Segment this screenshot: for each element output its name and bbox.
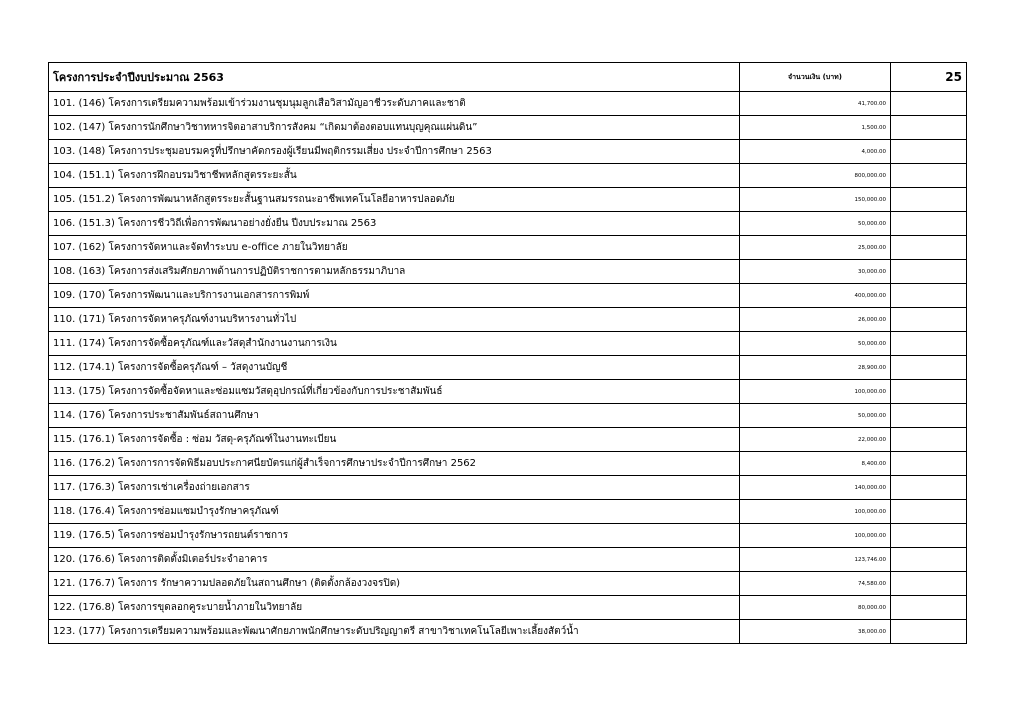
blank-cell — [891, 284, 967, 308]
table-row — [49, 116, 967, 140]
blank-cell — [891, 500, 967, 524]
blank-cell — [891, 572, 967, 596]
table-row — [49, 404, 967, 428]
amount-cell: 25,000.00 — [740, 236, 891, 260]
project-name-cell: 122. (176.8) โครงการขุดลอกคูระบายน้ำภายในวิทยาลัย — [49, 596, 740, 620]
table-row — [49, 284, 967, 308]
amount-cell: 100,000.00 — [740, 500, 891, 524]
amount-cell: 150,000.00 — [740, 188, 891, 212]
table-row — [49, 92, 967, 116]
blank-cell — [891, 620, 967, 644]
blank-cell — [891, 236, 967, 260]
blank-cell — [891, 308, 967, 332]
blank-cell — [891, 260, 967, 284]
amount-cell: 400,000.00 — [740, 284, 891, 308]
amount-cell: 74,580.00 — [740, 572, 891, 596]
project-name-cell: 118. (176.4) โครงการซ่อมแซมบำรุงรักษาครุภัณฑ์ — [49, 500, 740, 524]
project-name-cell: 109. (170) โครงการพัฒนาและบริการงานเอกสารการพิมพ์ — [49, 284, 740, 308]
table-row — [49, 428, 967, 452]
amount-cell: 1,500.00 — [740, 116, 891, 140]
amount-cell: 8,400.00 — [740, 452, 891, 476]
project-name-cell: 103. (148) โครงการประชุมอบรมครูที่ปรึกษาคัดกรองผู้เรียนมีพฤติกรรมเสี่ยง ประจำปีการศึกษา 2563 — [49, 140, 740, 164]
amount-cell: 4,000.00 — [740, 140, 891, 164]
blank-cell — [891, 452, 967, 476]
project-name-cell: 108. (163) โครงการส่งเสริมศักยภาพด้านการปฏิบัติราชการตามหลักธรรมาภิบาล — [49, 260, 740, 284]
amount-cell: 800,000.00 — [740, 164, 891, 188]
blank-cell — [891, 92, 967, 116]
table-row — [49, 572, 967, 596]
blank-cell — [891, 356, 967, 380]
project-name-cell: 105. (151.2) โครงการพัฒนาหลักสูตรระยะสั้นฐานสมรรถนะอาชีพเทคโนโลยีอาหารปลอดภัย — [49, 188, 740, 212]
project-name-cell: 123. (177) โครงการเตรียมความพร้อมและพัฒนาศักยภาพนักศึกษาระดับปริญญาตรี สาขาวิชาเทคโนโลยีเพาะเลี้ยงสัตว์น้ำ — [49, 620, 740, 644]
table-row — [49, 164, 967, 188]
project-name-cell: 119. (176.5) โครงการซ่อมบำรุงรักษารถยนต์ราชการ — [49, 524, 740, 548]
amount-column-header: จำนวนเงิน (บาท) — [740, 63, 891, 92]
project-name-cell: 104. (151.1) โครงการฝึกอบรมวิชาชีพหลักสูตรระยะสั้น — [49, 164, 740, 188]
table-row — [49, 548, 967, 572]
table-row — [49, 212, 967, 236]
blank-cell — [891, 596, 967, 620]
table-row — [49, 524, 967, 548]
project-name-cell: 112. (174.1) โครงการจัดซื้อครุภัณฑ์ – วัสดุงานบัญชี — [49, 356, 740, 380]
table-row — [49, 308, 967, 332]
table-row — [49, 476, 967, 500]
blank-cell — [891, 524, 967, 548]
project-name-cell: 107. (162) โครงการจัดหาและจัดทำระบบ e-office ภายในวิทยาลัย — [49, 236, 740, 260]
blank-cell — [891, 404, 967, 428]
table-row — [49, 188, 967, 212]
blank-cell — [891, 212, 967, 236]
blank-cell — [891, 476, 967, 500]
project-name-cell: 120. (176.6) โครงการติดตั้งมิเตอร์ประจำอาคาร — [49, 548, 740, 572]
amount-cell: 38,000.00 — [740, 620, 891, 644]
blank-cell — [891, 116, 967, 140]
table-title: โครงการประจำปีงบประมาณ 2563 — [49, 63, 740, 92]
project-name-cell: 102. (147) โครงการนักศึกษาวิชาทหารจิตอาสาบริการสังคม “เกิดมาต้องตอบแทนบุญคุณแผ่นดิน” — [49, 116, 740, 140]
amount-cell: 123,746.00 — [740, 548, 891, 572]
blank-cell — [891, 380, 967, 404]
project-name-cell: 116. (176.2) โครงการการจัดพิธีมอบประกาศนียบัตรแก่ผู้สำเร็จการศึกษาประจำปีการศึกษา 2562 — [49, 452, 740, 476]
project-name-cell: 111. (174) โครงการจัดซื้อครุภัณฑ์และวัสดุสำนักงานงานการเงิน — [49, 332, 740, 356]
table-row — [49, 356, 967, 380]
project-name-cell: 110. (171) โครงการจัดหาครุภัณฑ์งานบริหารงานทั่วไป — [49, 308, 740, 332]
amount-cell: 140,000.00 — [740, 476, 891, 500]
amount-cell: 50,000.00 — [740, 212, 891, 236]
amount-cell: 100,000.00 — [740, 524, 891, 548]
table-row — [49, 260, 967, 284]
project-name-cell: 117. (176.3) โครงการเช่าเครื่องถ่ายเอกสาร — [49, 476, 740, 500]
project-name-cell: 106. (151.3) โครงการชีววิถีเพื่อการพัฒนาอย่างยั่งยืน ปีงบประมาณ 2563 — [49, 212, 740, 236]
table-row — [49, 236, 967, 260]
table-row — [49, 140, 967, 164]
amount-cell: 30,000.00 — [740, 260, 891, 284]
table-row — [49, 452, 967, 476]
blank-cell — [891, 140, 967, 164]
project-name-cell: 113. (175) โครงการจัดซื้อจัดหาและซ่อมแซมวัสดุอุปกรณ์ที่เกี่ยวข้องกับการประชาสัมพันธ์ — [49, 380, 740, 404]
table-row — [49, 380, 967, 404]
blank-cell — [891, 332, 967, 356]
project-name-cell: 115. (176.1) โครงการจัดซื้อ : ซ่อม วัสดุ-ครุภัณฑ์ในงานทะเบียน — [49, 428, 740, 452]
table-row — [49, 620, 967, 644]
amount-cell: 50,000.00 — [740, 332, 891, 356]
table-body — [49, 92, 967, 644]
amount-cell: 80,000.00 — [740, 596, 891, 620]
project-name-cell: 114. (176) โครงการประชาสัมพันธ์สถานศึกษา — [49, 404, 740, 428]
table-row — [49, 596, 967, 620]
table-row — [49, 332, 967, 356]
amount-cell: 26,000.00 — [740, 308, 891, 332]
blank-cell — [891, 548, 967, 572]
table-header-row — [49, 63, 967, 92]
blank-cell — [891, 164, 967, 188]
amount-cell: 28,900.00 — [740, 356, 891, 380]
budget-table — [48, 62, 967, 644]
project-name-cell: 121. (176.7) โครงการ รักษาความปลอดภัยในสถานศึกษา (ติดตั้งกล้องวงจรปิด) — [49, 572, 740, 596]
amount-cell: 50,000.00 — [740, 404, 891, 428]
amount-cell: 22,000.00 — [740, 428, 891, 452]
amount-cell: 41,700.00 — [740, 92, 891, 116]
blank-cell — [891, 188, 967, 212]
page-number: 25 — [891, 63, 967, 92]
table-row — [49, 500, 967, 524]
project-name-cell: 101. (146) โครงการเตรียมความพร้อมเข้าร่วมงานชุมนุมลูกเสือวิสามัญอาชีวระดับภาคและชาติ — [49, 92, 740, 116]
amount-cell: 100,000.00 — [740, 380, 891, 404]
blank-cell — [891, 428, 967, 452]
